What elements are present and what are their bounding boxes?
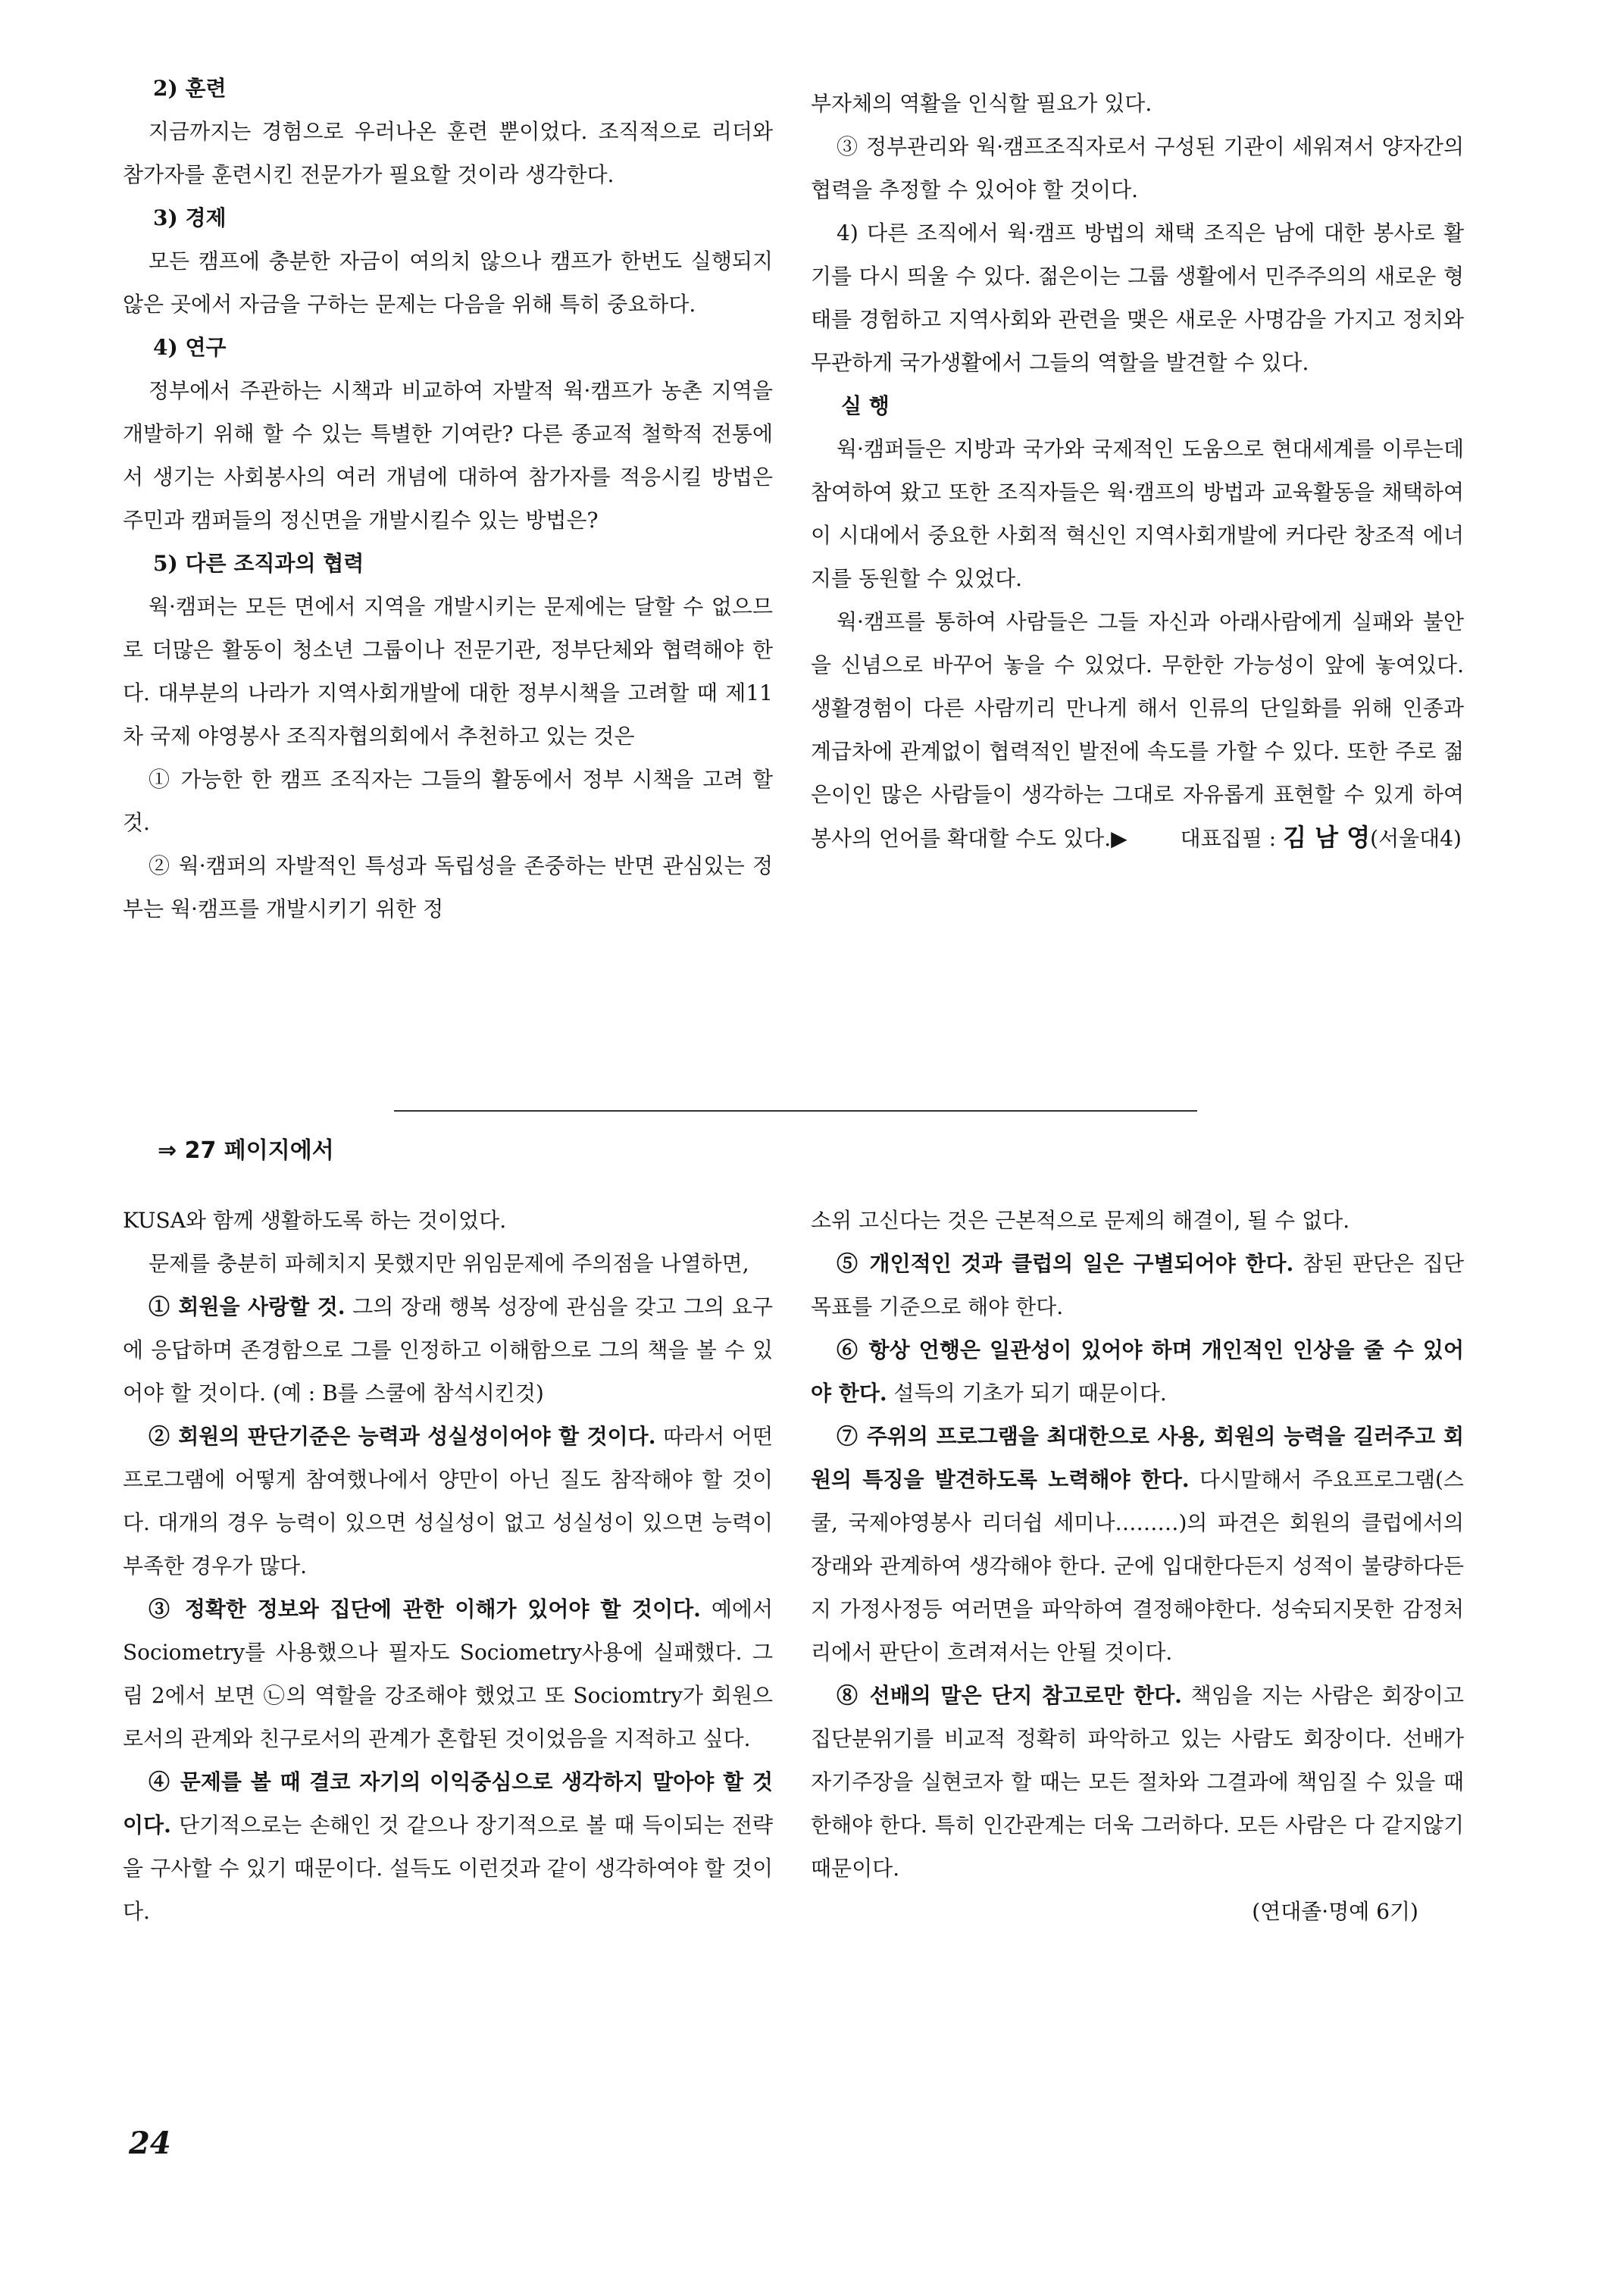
point-7-text: 다시말해서 주요프로그램(스쿨, 국제야영봉사 리더쉽 세미나………)의 파견은 회원의 클럽에서의 장래와 관계하여 생각해야 한다. 군에 입대한다든지 성적이 불량하다든지 가정사정등 여러면을 파악하여 결정해야한다. 성숙되지못한 감정처리에서 판단이 흐려져서는 안될 것이다. — [811, 1467, 1464, 1665]
author-credit: (연대졸·명예 6기) — [1252, 1899, 1418, 1924]
section-divider — [394, 1110, 1197, 1112]
point-3 — [123, 1587, 773, 1760]
point-1-heading: ① 회원을 사랑할 것. — [149, 1294, 346, 1319]
continued-from-label: ⇒ 27 페이지에서 — [158, 1137, 334, 1164]
section-heading-training: 2) 훈련 — [153, 76, 227, 101]
paragraph-cooperation: 웍·캠퍼는 모든 면에서 지역을 개발시키는 문제에는 달할 수 없으므로 더많은 활동이 청소년 그룹이나 전문기관, 정부단체와 협력해야 한다. 대부분의 나라가 지역사회개발에 대한 정부시책을 고려할 때 제11차 국제 야영봉사 조직자협의회에서 추천하고 있는 것은 — [123, 594, 773, 749]
point-4-text: 단기적으로는 손해인 것 같으나 장기적으로 볼 때 득이되는 전략을 구사할 수 있기 때문이다. 설득도 이런것과 같이 생각하여야 할 것이다. — [123, 1813, 773, 1924]
page-number: 24 — [129, 2126, 171, 2161]
point-3-heading: ③ 정확한 정보와 집단에 관한 이해가 있어야 할 것이다. — [149, 1597, 701, 1622]
list-item-3: ③ 정부관리와 웍·캠프조직자로서 구성된 기관이 세워져서 양자간의 협력을 추정할 수 있어야 할 것이다. — [811, 134, 1464, 202]
paragraph-practice-2-text: 웍·캠프를 통하여 사람들은 그들 자신과 아래사람에게 실패와 불안을 신념으로 바꾸어 놓을 수 있었다. 무한한 가능성이 앞에 놓여있다. 생활경험이 다른 사람끼리 만나게 해서 인류의 단일화를 위해 인종과 계급차에 관계없이 협력적인 발전에 속도를 가할 수 있다. 또한 주로 젊은이인 많은 사람들이 생각하는 그대로 자유롭게 표현할 수 있게 하여 봉사의 언어를 확대할 수도 있다.▶ — [811, 609, 1464, 851]
author-affiliation: (서울대4) — [1370, 826, 1462, 851]
point-8-heading: ⑧ 선배의 말은 단지 참고로만 한다. — [837, 1683, 1182, 1708]
paragraph-practice-1: 웍·캠퍼들은 지방과 국가와 국제적인 도움으로 현대세계를 이루는데 참여하여 왔고 또한 조직자들은 웍·캠프의 방법과 교육활동을 채택하여 이 시대에서 중요한 사회적 혁신인 지역사회개발에 커다란 창조적 에너지를 동원할 수 있었다. — [811, 436, 1464, 591]
paragraph-problem: 문제를 충분히 파헤치지 못했지만 위임문제에 주의점을 나열하면, — [149, 1251, 749, 1276]
section-heading-research: 4) 연구 — [153, 335, 227, 360]
point-5 — [811, 1242, 1464, 1328]
paragraph-continued: 소위 고신다는 것은 근본적으로 문제의 해결이, 될 수 없다. — [811, 1208, 1350, 1233]
point-6-text: 설득의 기초가 되기 때문이다. — [887, 1381, 1167, 1406]
point-8 — [811, 1674, 1464, 1890]
point-1-text: 그의 장래 행복 성장에 관심을 갖고 그의 요구에 응답하며 존경함으로 그를 인정하고 이해함으로 그의 책을 볼 수 있어야 할 것이다. (예 : B를 스쿨에 참석시킨것) — [123, 1294, 773, 1406]
point-5-heading: ⑤ 개인적인 것과 클럽의 일은 구별되어야 한다. — [837, 1251, 1294, 1276]
top-right-column — [811, 82, 1464, 860]
list-item-2-continued: 부자체의 역활을 인식할 필요가 있다. — [811, 91, 1152, 116]
signature-label: 대표집필 : — [1180, 826, 1277, 851]
point-3-text: 예에서 Sociometry를 사용했으나 필자도 Sociometry사용에 실패했다. 그림 2에서 보면 ㉡의 역할을 강조해야 했었고 또 Sociomtry가 회원으로서의 관계와 친구로서의 관계가 혼합된 것이었음을 지적하고 싶다. — [123, 1597, 774, 1751]
point-8-text: 책임을 지는 사람은 회장이고 집단분위기를 비교적 정확히 파악하고 있는 사람도 회장이다. 선배가 자기주장을 실현코자 할 때는 모든 절차와 그결과에 책임질 수 있을 때 한해야 한다. 특히 인간관계는 더욱 그러하다. 모든 사람은 다 같지않기 때문이다. — [811, 1683, 1464, 1881]
point-4 — [123, 1760, 773, 1933]
point-7 — [811, 1415, 1464, 1674]
point-1 — [123, 1285, 773, 1415]
top-left-column — [123, 67, 773, 931]
bottom-left-column — [123, 1199, 773, 1933]
point-5-text: 참된 판단은 집단 목표를 기준으로 해야 한다. — [811, 1251, 1464, 1319]
paragraph-economy: 모든 캠프에 충분한 자금이 여의치 않으나 캠프가 한번도 실행되지 않은 곳에서 자금을 구하는 문제는 다음을 위해 특히 중요하다. — [123, 249, 773, 317]
author-signature — [1127, 823, 1462, 852]
paragraph-research: 정부에서 주관하는 시책과 비교하여 자발적 웍·캠프가 농촌 지역을 개발하기 위해 할 수 있는 특별한 기여란? 다른 종교적 철학적 전통에서 생기는 사회봉사의 여러 개념에 대하여 참가자를 적응시킬 방법은 주민과 캠퍼들의 정신면을 개발시킬수 있는 방법은? — [123, 378, 773, 533]
section-heading-economy: 3) 경제 — [153, 205, 227, 230]
list-item-1: ① 가능한 한 캠프 조직자는 그들의 활동에서 정부 시책을 고려 할 것. — [123, 767, 773, 835]
section-heading-cooperation: 5) 다른 조직과의 협력 — [153, 551, 364, 576]
point-2-heading: ② 회원의 판단기준은 능력과 성실성이어야 할 것이다. — [149, 1424, 656, 1449]
point-6-heading: ⑥ 항상 언행은 일관성이 있어야 하며 개인적인 인상을 줄 수 있어야 한다. — [811, 1337, 1464, 1406]
paragraph-training: 지금까지는 경험으로 우러나온 훈련 뿐이었다. 조직적으로 리더와 참가자를 훈련시킨 전문가가 필요할 것이라 생각한다. — [123, 119, 773, 187]
paragraph-intro: KUSA와 함께 생활하도록 하는 것이었다. — [123, 1208, 507, 1233]
list-item-4: 4) 다른 조직에서 웍·캠프 방법의 채택 조직은 남에 대한 봉사로 활기를 다시 띄울 수 있다. 젊은이는 그룹 생활에서 민주주의의 새로운 형태를 경험하고 지역사회와 관련을 맺은 새로운 사명감을 가지고 정치와 무관하게 국가생활에서 그들의 역할을 발견할 수 있다. — [811, 221, 1464, 375]
bottom-right-column — [811, 1199, 1464, 1933]
author-name: 김 남 영 — [1283, 823, 1371, 852]
section-heading-practice: 실 행 — [841, 393, 890, 418]
paragraph-practice-2 — [811, 600, 1464, 860]
point-4-heading: ④ 문제를 볼 때 결코 자기의 이익중심으로 생각하지 말아야 할 것이다. — [123, 1769, 773, 1838]
point-7-heading: ⑦ 주위의 프로그램을 최대한으로 사용, 회원의 능력을 길러주고 회원의 특징을 발견하도록 노력해야 한다. — [811, 1424, 1464, 1492]
point-2 — [123, 1415, 773, 1587]
list-item-2: ② 웍·캠퍼의 자발적인 특성과 독립성을 존중하는 반면 관심있는 정부는 웍·캠프를 개발시키기 위한 정 — [123, 853, 773, 921]
point-2-text: 따라서 어떤 프로그램에 어떻게 참여했나에서 양만이 아닌 질도 참작해야 할 것이다. 대개의 경우 능력이 있으면 성실성이 없고 성실성이 있으면 능력이 부족한 경우가 많다. — [123, 1424, 773, 1578]
point-6 — [811, 1328, 1464, 1415]
